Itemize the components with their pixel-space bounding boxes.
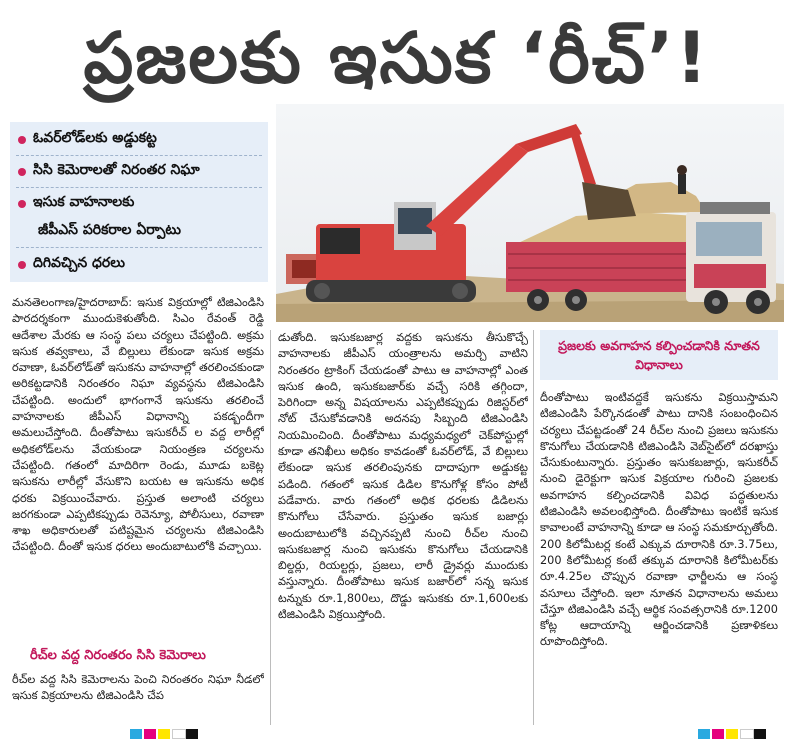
- column-rule: [270, 330, 271, 725]
- article-column-3: దీంతోపాటు ఇంటివద్దకే ఇసుకను విక్రయిస్తామని టిజిఎండిసి పేర్కొనడంతో పాటు దానికి సంబంధించిన చర్యలు చేపట్టడంతో 24 రీచ్‌ల నుంచి ప్రజలు ఇసుకను కొనుగోలు చేయడానికి టిజిఎండిసి వెబ్‌సైట్‌లో దరఖాస్తు చేసుకుంటున్నారు. ప్రస్తుతం ఇసుకబజార్లు, ఇసుకరీచ్ నుంచి డైరెక్టుగా ఇసుక విక్రయాల గురించి ప్రజలకు అవగాహన కల్పించడానికి వివిధ పద్ధతులను టిజిఎండిసి అవలంభిస్తోంది. దీంతోపాటు ఇంటికే ఇసుక కావాలంటే వాహనాన్ని కూడా ఆ సంస్థ సమకూర్చుతోంది. 200 కిలోమీటర్ల కంటే ఎక్కువ దూరానికి రూ.3.75లు, 200 కిలోమీటర్ల కంటే తక్కువ దూరానికి కిలోమీటర్‌కు రూ.4.25ల చొప్పున రవాణా ఛార్జీలను ఆ సంస్థ వసూలు చేస్తోంది. ఇలా నూతన విధానాలను అమలు చేస్తూ టిజిఎండిసి వచ్చే ఆర్థిక సంవత్సరానికి రూ.1200 కోట్ల ఆదాయాన్ని ఆర్జించడానికి ప్రణాళికలు రూపొందిస్తోంది.: [540, 391, 778, 649]
- print-registration-mark: [698, 729, 710, 739]
- subheading-box: [540, 330, 778, 380]
- highlight-item: ఇసుక వాహనాలకు: [18, 194, 134, 213]
- bullet-dot-icon: [18, 261, 26, 269]
- subheading-cc-cameras: రీచ్‌ల వద్ద నిరంతరం సిసి కెమెరాలు: [30, 648, 206, 663]
- sand-reach-photo: [276, 104, 784, 322]
- print-registration-mark: [740, 729, 754, 739]
- print-registration-mark: [158, 729, 170, 739]
- highlight-item: ఓవర్‌లోడ్‌లకు అడ్డుకట్ట: [18, 130, 157, 149]
- article-column-1: మనతెలంగాణ/హైదరాబాద్: ఇసుక విక్రయాల్లో టిజిఎండిసి పారదర్శకంగా ముందుకెళుతోంది. సిఎం రేవంత్ రెడ్డి ఆదేశాల మేరకు ఆ సంస్థ పలు చర్యలు చేపట్టింది. అక్రమ ఇసుక తవ్వకాలు, వే బిల్లులు లేకుండా ఇసుక అక్రమ రవాణా, ఓవర్‌లోడ్‌తో ఇసుకను వాహనాల్లో తరలించకుండా అరికట్టడానికి నిరంతరం నిఘా వ్యవస్థను టిజిఎండిసి చేపట్టింది. అందులో భాగంగానే ఇసుకను తరలించే వాహనాలకు జీపీఎస్ విధానాన్ని పకడ్బందీగా అమలుచేస్తోంది. దీంతోపాటు ఇసుకరీచ్ ల వద్ద లారీల్లో అధికలోడ్‌లను వేయకుండా నియంత్రణ చర్యలను చేపట్టింది. గతంలో మాదిరిగా రెండు, మూడు బకెట్ల ఇసుకను లారీల్లో వేసుకొని బయట ఆ ఇసుకను అధిక ధరకు విక్రయించేవారు. ప్రస్తుత అలాంటి చర్యలు జరగకుండా ఎప్పటికప్పుడు రెవెన్యూ, పోలీసులు, రవాణా శాఖ అధికారులతో పటిష్టమైన చర్యలను టిజిఎండిసి చేపట్టింది. దీంతో ఇసుక ధరలు అందుబాటులోకి వచ్చాయి.: [12, 296, 264, 554]
- divider: [16, 187, 262, 188]
- bullet-dot-icon: [18, 168, 26, 176]
- divider: [16, 155, 262, 156]
- highlights-box: [10, 122, 268, 282]
- highlight-item: దిగివచ్చిన ధరలు: [18, 255, 125, 274]
- print-registration-mark: [754, 729, 766, 739]
- print-registration-mark: [186, 729, 198, 739]
- headline: ప్రజలకు ఇసుక ‘రీచ్’!: [83, 17, 710, 99]
- article-column-1-continued: రీచ్‌ల వద్ద సిసి కెమెరాలను పెంచి నిరంతరం నిఘా నీడలో ఇసుక విక్రయాలను టిజిఎండిసి చేప: [12, 673, 264, 703]
- print-registration-mark: [130, 729, 142, 739]
- print-registration-mark: [712, 729, 724, 739]
- divider: [16, 247, 262, 248]
- highlight-item-continued: జీపీఎస్ పరికరాల ఏర్పాటు: [38, 222, 182, 238]
- print-registration-mark: [726, 729, 738, 739]
- print-registration-mark: [172, 729, 186, 739]
- subheading-awareness: ప్రజలకు అవగాహన కల్పించడానికి నూతన విధానాలు: [558, 338, 760, 372]
- highlight-item: సిసి కెమెరాలతో నిరంతర నిఘా: [18, 162, 200, 181]
- bullet-dot-icon: [18, 200, 26, 208]
- bullet-dot-icon: [18, 136, 26, 144]
- column-rule: [533, 330, 534, 725]
- print-registration-mark: [144, 729, 156, 739]
- article-column-2: డుతోంది. ఇసుకబజార్ల వద్దకు ఇసుకను తీసుకొచ్చే వాహనాలకు జీపీఎస్ యంత్రాలను అమర్చి వాటిని నిరంతరం ట్రాకింగ్ చేయడంతో పాటు ఆ వాహనాల్లో ఎంత ఇసుక ఉంది, ఇసుకబజార్‌కు వచ్చే సరికి తగ్గిందా, పెరిగిందా అన్న విషయాలను ఎప్పటికప్పుడు రిజిస్టర్‌లో నోట్ చేసుకోవడానికి అదనపు సిబ్బంది టిజిఎండిసి నియమించింది. దీంతోపాటు మధ్యమధ్యలో చెక్‌పోస్టుల్లో కూడా తనిఖీలు అధికం కావడంతో ఓవర్‌లోడ్, వే బిల్లులు లేకుండా ఇసుక తరలింపునకు దాదాపుగా అడ్డుకట్ట పడింది. గతంలో ఇసుక డిడిల కొనుగోళ్ల కోసం పోటీ పడేవారు. వారు గతంలో అధిక ధరలకు డిడిలను కొనుగోలు చేసేవారు. ప్రస్తుతం ఇసుక బజార్లు అందుబాటులోకి వచ్చినప్పటి నుంచి రీచ్‌ల నుంచి ఇసుకబజార్ల నుంచి ఇసుకను కొనుగోలు చేయడానికి బిల్డర్లు, రియల్టర్లు, ప్రజలు, లారీ డ్రైవర్లు ముందుకు వస్తున్నారు. దీంతోపాటు ఇసుక బజార్‌లో సన్న ఇసుక టన్నుకు రూ.1,800లు, దొడ్డు ఇసుకకు రూ.1,600లకు టిజిఎండిసి విక్రయిస్తోంది.: [278, 331, 528, 622]
